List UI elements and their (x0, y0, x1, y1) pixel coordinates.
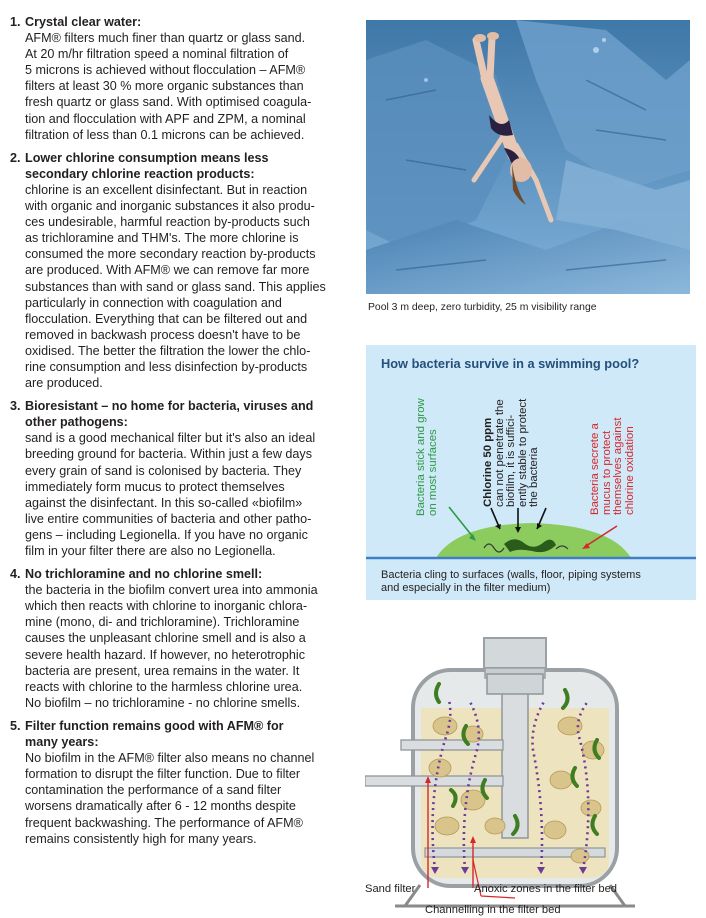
section-number: 5. (10, 718, 21, 733)
section-heading: secondary chlorine reaction products: (25, 166, 255, 181)
section-text-line: oxidised. The better the filtration the lower the chlo- (25, 343, 311, 358)
section-heading: Filter function remains good with AFM® for (25, 718, 284, 733)
numbered-section (10, 566, 350, 711)
label-sand-filter: Sand filter (365, 883, 416, 895)
section-text-line: substances than with sand or glass sand. This applies (25, 279, 326, 294)
section-text-line: removed in backwash process doesn't have to be (25, 327, 301, 342)
section-number: 3. (10, 399, 21, 414)
label-chlorine: Chlorine 50 ppm can not penetrate the biofilm, it is suffici- ently stable to protect the bacteria (482, 398, 540, 507)
section-number: 1. (10, 15, 21, 29)
section-text-line: bacteria are present, urea remains in the water. It (25, 663, 300, 678)
section-text-line: 5 microns is achieved without flocculation – AFM® (25, 63, 306, 78)
section-text-line: causes the unpleasant chlorine smell and is also a (25, 631, 306, 646)
section-text-line: as trichloramine and THM's. The more chlorine is (25, 231, 299, 246)
numbered-section (10, 398, 350, 559)
numbered-section (10, 14, 350, 143)
bacteria-diagram-caption: Bacteria cling to surfaces (walls, floor, piping systems and especially in the filter medium) (381, 569, 641, 594)
section-text-line: ces undesirable, harmful reaction by-products such (25, 215, 310, 230)
section-text-line: At 20 m/hr filtration speed a nominal filtration of (25, 47, 289, 62)
section-text-line: fresh quartz or glass sand. With optimised coagula- (25, 95, 312, 110)
numbered-section (10, 150, 350, 391)
section-text-line: immediately form mucus to protect themselves (25, 479, 285, 494)
section-text-line: every grain of sand is colonised by bacteria. They (25, 463, 302, 478)
bacteria-diagram-title: How bacteria survive in a swimming pool? (381, 356, 640, 371)
section-heading: Crystal clear water: (25, 15, 142, 29)
section-heading: other pathogens: (25, 415, 128, 430)
section-text-line: breeding ground for bacteria. Within just a few days (25, 447, 313, 462)
section-text-line: mine (mono, di- and trichloramine). Trichloramine (25, 615, 300, 630)
section-text-line: chlorine is an excellent disinfectant. But in reaction (25, 182, 308, 197)
section-text-line: against the disinfectant. In this so-called «biofilm» (25, 495, 303, 510)
section-text-line: gens – including Legionella. If you have no organic (25, 527, 308, 542)
section-text-line: contamination the performance of a sand filter (25, 783, 282, 798)
section-text-line: No biofilm in the AFM® filter also means no channel (25, 751, 315, 766)
sand-filter-diagram (365, 630, 685, 916)
section-text-line: remains consistently high for many years. (25, 831, 257, 846)
section-text-line: consumed the more secondary reaction by-products (25, 247, 316, 262)
section-text-line: worsens dramatically after 6 - 12 months despite (25, 799, 296, 814)
pool-diver-photo (366, 20, 690, 294)
section-heading: Lower chlorine consumption means less (25, 150, 269, 165)
section-text-line: the bacteria in the biofilm convert urea into ammonia (25, 583, 318, 598)
section-text-line: sand is a good mechanical filter but it's also an ideal (25, 431, 316, 446)
section-text-line: filters at least 30 % more organic substances than (25, 79, 304, 94)
section-text-line: reacts with chlorine to the harmless chlorine urea. (25, 679, 303, 694)
label-anoxic-zones: Anoxic zones in the filter bed (474, 883, 618, 895)
section-text-line: AFM® filters much finer than quartz or glass sand. (25, 31, 306, 46)
section-text-line: No biofilm – no trichloramine - no chlorine smells. (25, 695, 301, 710)
section-text-line: flocculation. Everything that can be filtered out and (25, 311, 308, 326)
section-text-line: are produced. (25, 376, 103, 391)
section-text-line: live entire communities of bacteria and other patho- (25, 511, 312, 526)
section-text-line: film in your filter there are also no Legionella. (25, 544, 276, 558)
numbered-section (10, 718, 350, 847)
section-text-line: tion and flocculation with APF and ZPM, a nominal (25, 111, 306, 126)
section-text-line: rine consumption and less disinfection by-products (25, 359, 308, 374)
section-text-line: particularly in connection with coagulation and (25, 295, 282, 310)
label-channelling: Channelling in the filter bed (425, 904, 561, 916)
photo-caption: Pool 3 m deep, zero turbidity, 25 m visibility range (368, 302, 597, 313)
section-text-line: formation to disrupt the filter function. Due to filter (25, 767, 301, 782)
section-text-line: severe health hazard. If however, no heterotrophic (25, 647, 306, 662)
section-text-line: with organic and inorganic substances it also produ- (25, 199, 315, 214)
section-text-line: filtration of less than 0.1 microns can be achieved. (25, 127, 305, 142)
article-body (10, 14, 350, 854)
section-text-line: which then reacts with chlorine to inorganic chlora- (25, 599, 308, 614)
section-number: 2. (10, 150, 21, 165)
section-heading: No trichloramine and no chlorine smell: (25, 567, 263, 582)
label-bacteria-secrete: Bacteria secrete a mucus to protect themselves against chlorine oxidation (589, 417, 636, 515)
section-text-line: are produced. With AFM® we can remove far more (25, 263, 310, 278)
section-number: 4. (10, 567, 21, 582)
section-text-line: frequent backwashing. The performance of AFM® (25, 815, 303, 830)
label-bacteria-stick: Bacteria stick and grow on most surfaces (415, 398, 439, 516)
section-heading: Bioresistant – no home for bacteria, viruses and (25, 399, 314, 414)
section-heading: many years: (25, 735, 99, 750)
